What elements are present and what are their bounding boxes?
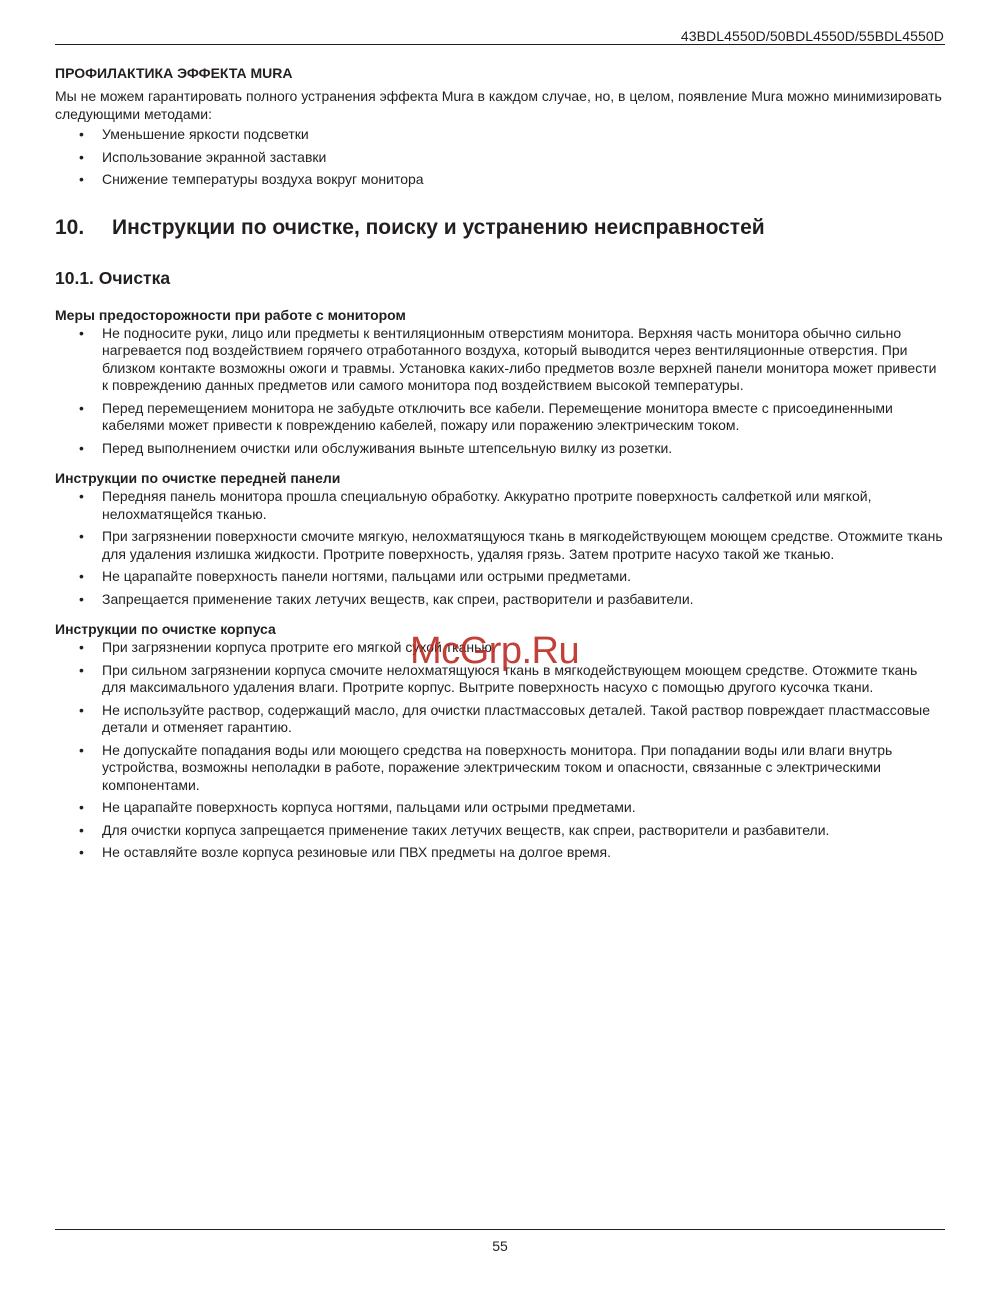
bullet-icon: • [79,661,84,678]
list-item: • Снижение температуры воздуха вокруг монитора [79,171,424,187]
list-item: • При сильном загрязнении корпуса смочите нелохматящуюся ткань в мягкодействующем моющем средстве. Отожмите ткань для максимального удаления влаги. Протрите корпус. Вытрите поверхность насухо с помощью другого кусочка ткани. [79,661,918,695]
list-item: • Уменьшение яркости подсветки [79,126,309,142]
page-content [55,64,945,867]
bullet-icon: • [79,171,84,187]
bullet-icon: • [79,568,84,584]
list-item: • Перед перемещением монитора не забудьте отключить все кабели. Перемещение монитора вместе с присоединенными кабелями может привести к повреждению кабелей, пожару или поражению электрическим током. [79,399,893,433]
bullet-icon: • [79,148,84,165]
bullet-icon: • [79,844,84,860]
list-item: • Не царапайте поверхность корпуса ногтями, пальцами или острыми предметами. [79,799,636,815]
list-item: • Не подносите руки, лицо или предметы к вентиляционным отверстиям монитора. Верхняя часть монитора обычно сильно нагревается под воздействием горячего отработанного воздуха, который выводится через вентиляционные отверстия. При близком контакте возможны ожоги и травмы. Установка каких-либо предметов возле верхней панели монитора может привести к повреждению данных предметов или самого монитора под воздействием высокой температуры. [79,324,937,393]
page-number: 55 [492,1238,508,1254]
precautions-heading: Меры предосторожности при работе с монитором [55,306,406,323]
chapter-title [55,215,945,241]
front-panel-heading: Инструкции по очистке передней панели [55,470,341,486]
bullet-icon: • [79,799,84,815]
list-item: • При загрязнении корпуса протрите его мягкой сухой тканью. [79,639,496,655]
bullet-icon: • [79,741,84,758]
watermark: McGrp.Ru [410,630,580,672]
bullet-icon: • [79,488,84,504]
cabinet-heading: Инструкции по очистке корпуса [55,621,276,637]
bullet-icon: • [79,126,84,142]
bullet-icon: • [79,324,84,341]
bullet-icon: • [79,439,84,456]
bullet-icon: • [79,528,84,544]
list-item: • Не оставляйте возле корпуса резиновые или ПВХ предметы на долгое время. [79,844,612,860]
chapter-number: 10. [55,215,85,239]
header-divider [55,44,945,45]
mura-intro: Мы не можем гарантировать полного устранения эффекта Mura в каждом случае, но, в целом, появление Mura можно минимизировать следующими методами: [55,88,942,122]
list-item: • Не используйте раствор, содержащий масло, для очистки пластмассовых деталей. Такой раствор повреждает пластмассовые детали и отменяет гарантию. [79,701,931,735]
section-title: 10.1. Очистка [55,267,171,288]
list-item: • Использование экранной заставки [79,148,327,165]
bullet-icon: • [79,399,84,416]
list-item: • Перед выполнением очистки или обслуживания выньте штепсельную вилку из розетки. [79,439,673,456]
list-item: • Для очистки корпуса запрещается применение таких летучих веществ, как спреи, растворители и разбавители. [79,821,830,838]
precautions-list [55,325,945,458]
footer-divider [55,1229,945,1230]
bullet-icon: • [79,821,84,838]
list-item: • Запрещается применение таких летучих веществ, как спреи, растворители и разбавители. [79,590,694,607]
chapter-title-text: Инструкции по очистке, поиску и устранению неисправностей [112,215,765,239]
list-item: • При загрязнении поверхности смочите мягкую, нелохматящуюся ткань в мягкодействующем моющем средстве. Отожмите ткань для удаления излишка жидкости. Протрите поверхность, удаляя грязь. Затем протрите насухо такой же тканью. [79,528,943,562]
mura-heading: ПРОФИЛАКТИКА ЭФФЕКТА MURA [55,65,293,81]
list-item: • Не царапайте поверхность панели ногтями, пальцами или острыми предметами. [79,568,631,584]
list-item: • Передняя панель монитора прошла специальную обработку. Аккуратно протрите поверхность салфеткой или мягкой, нелохматящейся тканью. [79,488,872,522]
bullet-icon: • [79,701,84,718]
front-panel-list [55,488,945,608]
bullet-icon: • [79,639,84,655]
bullet-icon: • [79,590,84,607]
document-model-header: 43BDL4550D/50BDL4550D/55BDL4550D [680,28,944,44]
mura-list [55,126,945,189]
list-item: • Не допускайте попадания воды или моющего средства на поверхность монитора. При попадании воды или влаги внутрь устройства, возможны неполадки в работе, поражение электрическим током и опасности, связанные с электрическими компонентами. [79,741,893,793]
